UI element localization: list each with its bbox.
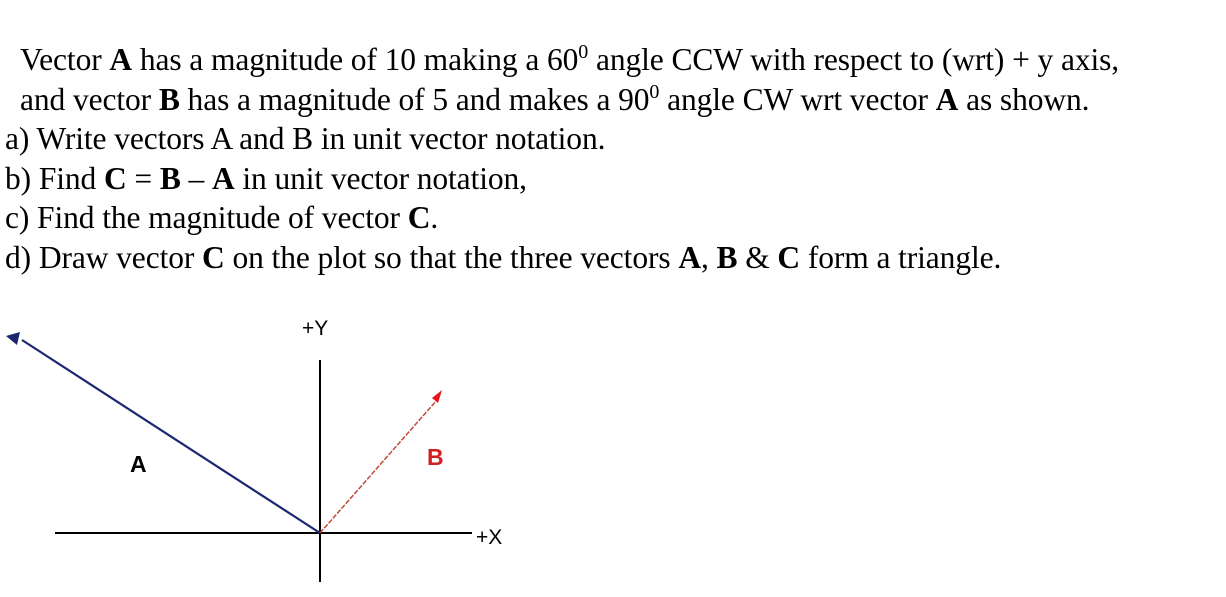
vector-b-label: B	[427, 444, 444, 470]
vector-a-bold: A	[678, 239, 701, 275]
vector-a-bold: A	[211, 160, 235, 196]
y-axis-label: +Y	[302, 317, 329, 340]
vector-a-arrowhead	[6, 332, 20, 345]
text-fragment: in unit vector notation,	[234, 160, 527, 196]
text-fragment: form a triangle.	[800, 239, 1002, 275]
vector-diagram	[0, 300, 620, 597]
problem-line-1	[0, 40, 1226, 80]
text-fragment: and vector	[20, 81, 159, 117]
degree-superscript: 0	[649, 80, 660, 103]
text-fragment: has a magnitude of 10 making a 60	[132, 42, 579, 77]
text-fragment: =	[126, 160, 160, 196]
text-fragment: b) Find	[5, 160, 104, 196]
vector-b-bold: B	[158, 81, 180, 117]
vector-c-bold: C	[777, 239, 801, 275]
x-axis-label: +X	[476, 526, 503, 549]
vector-b-bold: B	[716, 239, 738, 275]
vector-c-bold: C	[407, 200, 431, 235]
text-fragment: c) Find the magnitude of vector	[5, 200, 408, 235]
text-fragment: has a magnitude of 5 and makes a 90	[179, 81, 650, 117]
text-fragment: on the plot so that the three vectors	[224, 239, 679, 275]
text-fragment: as shown.	[958, 81, 1090, 117]
text-fragment: –	[180, 160, 212, 196]
text-fragment: angle CCW with respect to (wrt) + y axis,	[588, 42, 1120, 77]
vector-b-line	[320, 400, 437, 533]
vector-c-bold: C	[202, 239, 225, 275]
vector-a-label: A	[130, 451, 147, 477]
part-d	[0, 238, 1226, 278]
text-fragment: Vector	[20, 42, 110, 77]
problem-statement	[0, 40, 1226, 277]
text-fragment: d) Draw vector	[5, 239, 203, 275]
vector-a-bold: A	[935, 81, 959, 117]
vector-b-arrowhead	[432, 390, 442, 403]
vector-a-bold: A	[109, 42, 133, 77]
part-c	[0, 198, 1226, 238]
degree-superscript: 0	[578, 41, 589, 63]
text-fragment: ,	[700, 239, 717, 275]
vector-b-bold: B	[159, 160, 181, 196]
text-fragment: &	[737, 239, 778, 275]
vector-c-bold: C	[103, 160, 127, 196]
problem-line-2	[0, 80, 1226, 120]
part-a: a) Write vectors A and B in unit vector notation.	[5, 121, 606, 156]
text-fragment: angle CW wrt vector	[659, 81, 936, 117]
part-b	[0, 159, 1226, 199]
vector-a-line	[22, 340, 320, 533]
text-fragment: .	[430, 200, 439, 235]
